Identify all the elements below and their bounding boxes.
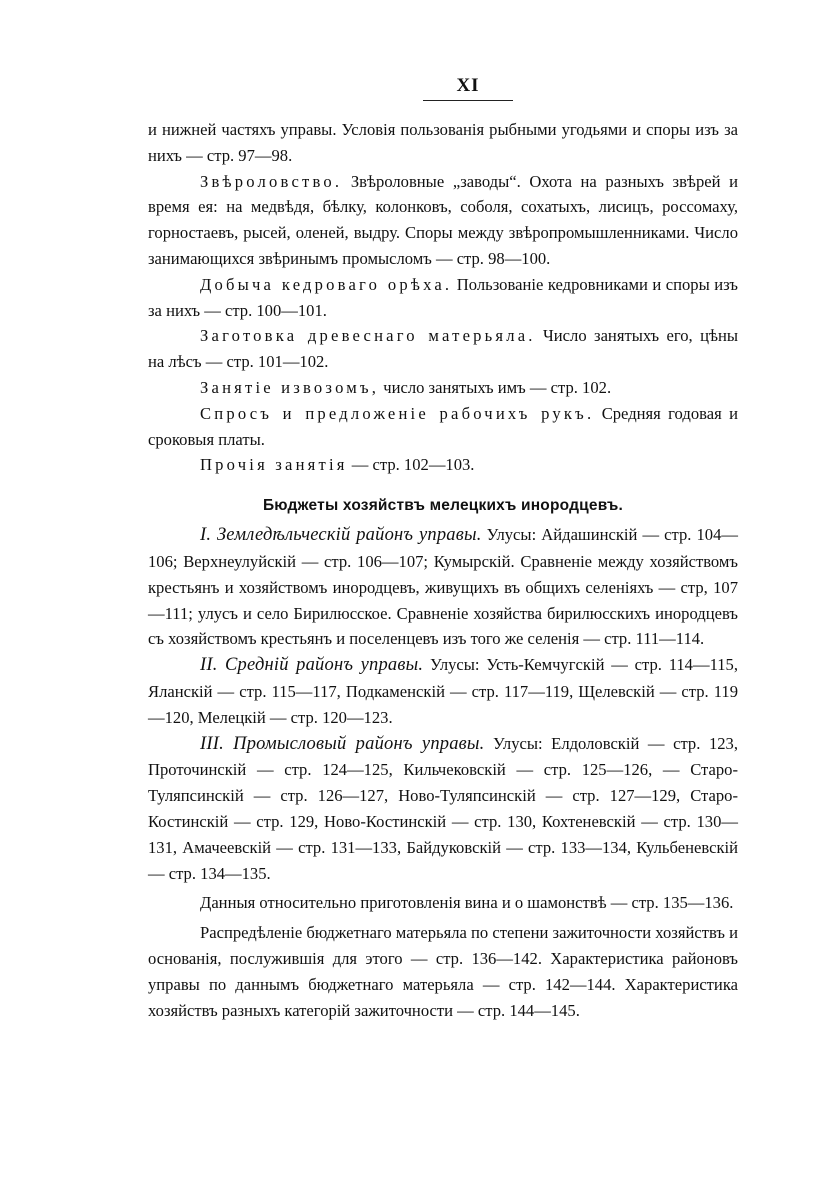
labor-text: Средняя годовая и сроковыя платы.	[148, 403, 738, 449]
fishing-paragraph-tail: и нижней частяхъ управы. Условія пользованія рыбными угодьями и споры изъ за нихъ — стр. 97—98.	[148, 120, 738, 165]
labor-term: Спросъ и предложеніе рабочихъ рукъ.	[200, 403, 595, 423]
page-number-rule	[423, 100, 513, 101]
cedar-paragraph	[148, 272, 738, 324]
region2-paragraph	[148, 652, 738, 730]
labor-paragraph	[148, 401, 738, 453]
carting-paragraph	[148, 375, 738, 401]
carting-text: число занятыхъ имъ — стр. 102.	[379, 377, 612, 397]
hunting-text: Звѣроловные „заводы“. Охота на разныхъ звѣрей и время ея: на медвѣдя, бѣлку, колонковъ, соболя, сохатыхъ, лисицъ, россомаху, горностаевъ, рысей, оленей, выдру. Споры между звѣропромышленниками. Число занимающихся звѣринымъ промысломъ — стр. 98—100.	[148, 171, 738, 268]
cedar-term: Добыча кедроваго орѣха.	[200, 274, 453, 294]
timber-term: Заготовка древеснаго матерьяла.	[200, 326, 536, 346]
region3-text: Улусы: Елдоловскій — стр. 123, Проточинскій — стр. 124—125, Кильчековскій — стр. 125—126, — Старо-Туляпсинскій — стр. 126—127, Ново-Туляпсинскій — стр. 127—129, Старо-Костинскій — стр. 129, Ново-Костинскій — стр. 130, Кохтеневскій — стр. 130—131, Амачеевскій — стр. 131—133, Байдуковскій — стр. 133—134, Кульбеневскій — стр. 134—135.	[148, 733, 738, 883]
region1-title: I. Земледѣльческій районъ управы.	[200, 525, 482, 546]
timber-text: Число занятыхъ его, цѣны на лѣсъ — стр. 101—102.	[148, 326, 738, 372]
distribution-paragraph: Распредѣленіе бюджетнаго матерьяла по степени зажиточности хозяйствъ и основанія, послужившія для этого — стр. 136—142. Характеристика районовъ управы по даннымъ бюджетнаго матерьяла — стр. 142—144. Характеристика хозяйствъ разныхъ категорій зажиточности — стр. 144—145.	[148, 923, 738, 1020]
carting-term: Занятіе извозомъ,	[200, 377, 380, 397]
region1-paragraph	[148, 522, 738, 652]
other-paragraph	[148, 452, 738, 478]
region3-title: III. Промысловый районъ управы.	[200, 733, 485, 754]
region3-paragraph	[148, 731, 738, 887]
other-term: Прочія занятія	[200, 455, 348, 475]
wine-paragraph: Данныя относительно приготовленія вина и о шамонствѣ — стр. 135—136.	[200, 893, 734, 913]
other-text: — стр. 102—103.	[347, 455, 475, 475]
region2-text: Улусы: Усть-Кемчугскій — стр. 114—115, Яланскій — стр. 115—117, Подкаменскій — стр. 117—119, Щелевскій — стр. 119—120, Мелецкій — стр. 120—123.	[148, 655, 738, 727]
region1-text: Улусы: Айдашинскій — стр. 104—106; Верхнеулуйскій — стр. 106—107; Кумырскій. Сравненіе между хозяйствомъ крестьянъ и хозяйствомъ инородцевъ, живущихъ въ общихъ селеніяхъ — стр, 107—111; улусъ и село Бирилюсское. Сравненіе хозяйства бирилюсскихъ инородцевъ съ хозяйствомъ крестьянъ и поселенцевъ изъ того же селенія — стр. 111—114.	[148, 525, 738, 649]
timber-paragraph	[148, 323, 738, 375]
region2-title: II. Средній районъ управы.	[200, 655, 424, 676]
budgets-heading: Бюджеты хозяйствъ мелецкихъ инородцевъ.	[262, 497, 624, 515]
document-page	[148, 72, 738, 1023]
hunting-term: Звѣроловство.	[200, 171, 343, 191]
cedar-text: Пользованіе кедровниками и споры изъ за нихъ — стр. 100—101.	[148, 274, 739, 320]
page-number: XI	[456, 75, 480, 96]
hunting-paragraph	[148, 169, 738, 272]
